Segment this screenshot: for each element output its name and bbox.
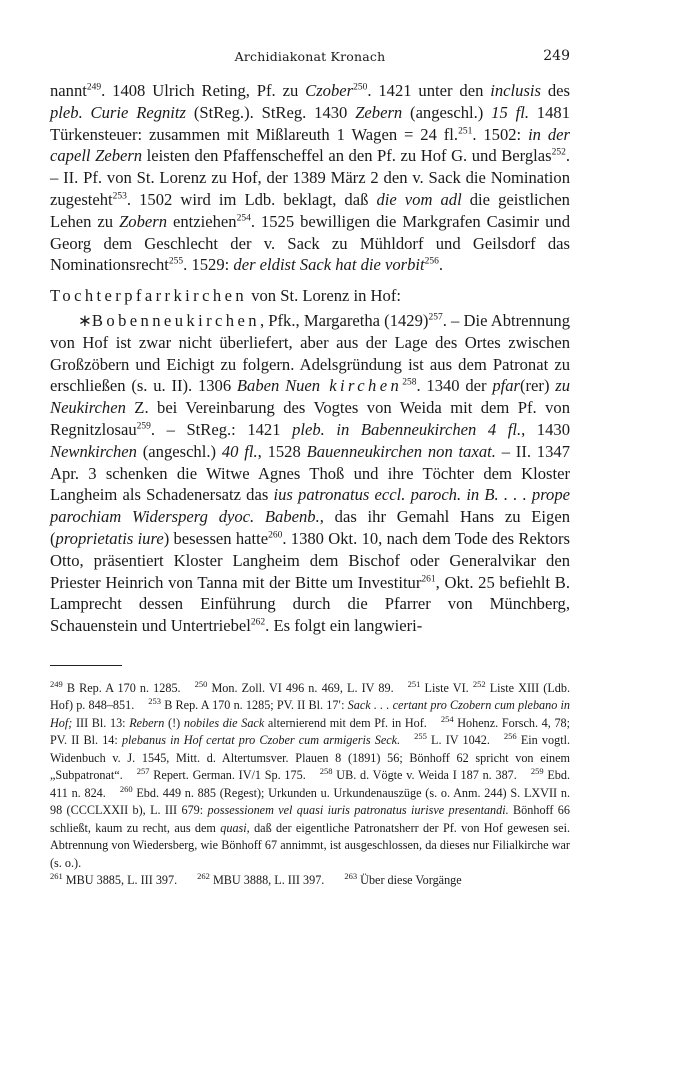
footnote-ref[interactable]: 259 — [136, 421, 151, 432]
footnote-ref[interactable]: 260 — [268, 530, 283, 541]
footnote-ref[interactable]: 253 — [112, 191, 127, 202]
main-text — [50, 80, 570, 637]
footnote-ref[interactable]: 256 — [424, 256, 439, 267]
footnotes — [50, 680, 570, 889]
paragraph-bobenneukirchen: ∗Bobenneukirchen, Pfk., Margaretha $(1429)^{257}$. – Die Abtrennung von Hof ist zwar nicht überliefert, aber aus der Lage des Ortes zwischen Großzöbern und Eichigt zu folgern. Adelsgründung ist aus dem Patronat zu erschließen (s. u. II). 1306 Baben Nuen kirchen$^{258}$. 1340 der pfar(rer) zu Neukirchen Z. bei Vereinbarung des Vogtes von Weida mit dem Pf. von Regnitzlosau$^{259}$. – StReg.: 1421 pleb. in Babenneukirchen 4 fl., 1430 Newnkirchen (angeschl.) 40 fl., 1528 Bauenneukirchen non taxat. – II. 1347 Apr. 3 schenken die Witwe Agnes Thoß und ihre Töchter dem Kloster Langheim als Schadenersatz das ius patronatus eccl. paroch. in B. . . . prope parochiam Widersperg dyoc. Babenb., das ihr Gemahl Hans zu Eigen (proprietatis iure) besessen hatte$^{260}$. 1380 Okt. 10, nach dem Tode des Rektors Otto, präsentiert Kloster Langheim dem Bischof oder Generalvikar den Priester Heinrich von Tanna mit der Bitte um Investitur$^{261}$, Okt. 25 befiehlt B. Lamprecht dessen Einführung durch die Pfarrer von Münchberg, Schauenstein und Untertriebel$^{262}$. Es folgt ein langwieri- — [50, 310, 571, 636]
place-name-spaced: Bobenneukirchen — [91, 310, 260, 330]
footnote-ref[interactable]: 249 — [86, 82, 102, 93]
footnote-ref[interactable]: 254 — [236, 213, 251, 224]
star-marker: ∗ — [78, 310, 92, 330]
page-number: 249 — [543, 48, 570, 64]
section-heading-spaced: Tochterpfarrkirchen — [50, 286, 248, 306]
running-title: Archidiakonat Kronach — [234, 49, 386, 64]
footnote-ref[interactable]: 258 — [402, 377, 417, 388]
running-head — [50, 48, 570, 66]
section-heading: Tochterpfarrkirchen von St. Lorenz in Hof: — [50, 286, 401, 306]
footnote-ref[interactable]: 262 — [250, 617, 266, 628]
footnote-ref[interactable]: 250 — [353, 82, 368, 93]
footnote-block: $^{249}$ B Rep. A 170 n. 1285. $^{250}$ Mon. Zoll. VI 496 n. 469, L. IV 89. $^{251}$ Liste VI. $^{252}$ Liste XIII (Ldb. Hof) p. 848–851. $^{253}$ B Rep. A 170 n. 1285; PV. II Bl. 17′: Sack . . . certant pro Czobern cum plebano in Hof; III Bl. 13: Rebern (!) nobiles die Sack alternierend mit dem Pf. in Hof. $^{254}$ Hohenz. Forsch. 4, 78; PV. II Bl. 14: plebanus in Hof certat pro Czober cum armigeris Seck. $^{255}$ L. IV 1042. $^{256}$ Ein vogtl. Widenbuch v. J. 1545, Mitt. d. Altertumsver. Plauen 8 (1891) 56; Bönhoff 62 spricht von einem „Subpatronat“. $^{257}$ Repert. German. IV/1 Sp. 175. $^{258}$ UB. d. Vögte v. Weida I 187 n. 387. $^{259}$ Ebd. 411 n. 824. $^{260}$ Ebd. 449 n. 885 (Regest); Urkunden u. Urkundenauszüge (s. o. Anm. 244) S. LXVII n. 98 (CCCLXXII b), L. III 679: possessionem vel quasi iuris patronatus iurisve presentandi. Bönhoff 66 schließt, kaum zu recht, aus dem quasi, daß der eigentliche Patronatsherr der Pf. von Hof gewesen sei. Abtrennung von Wiedersberg, wie Bönhoff 67 annimmt, ist ausgeschlossen, da dieses nur Filialkirche war (s. o.). — [50, 678, 571, 870]
footnote-last-line: $^{261}$ MBU 3885, L. III 397. $^{262}$ MBU 3888, L. III 397. $^{263}$ Über diese Vorgänge — [50, 870, 462, 887]
footnote-divider — [50, 665, 122, 666]
footnote-ref[interactable]: 252 — [551, 147, 566, 158]
paragraph-zobern: nannt$^{249}$. 1408 Ulrich Reting, Pf. zu Czober$^{250}$. 1421 unter den inclusis des pleb. Curie Regnitz (StReg.). StReg. 1430 Zebern (angeschl.) 15 fl. 1481 Türkensteuer: zusammen mit Mißlareuth 1 Wagen = 24 fl.$^{251}$. 1502: in der capell Zebern leisten den Pfaffenscheffel an den Pf. zu Hof G. und Berglas$^{252}$. – II. Pf. von St. Lorenz zu Hof, der 1389 März 2 den v. Sack die Nomination zugesteht$^{253}$. 1502 wird im Ldb. beklagt, daß die vom adl die geistlichen Lehen zu Zobern entziehen$^{254}$. 1525 bewilligen die Markgrafen Casimir und Georg dem Geschlecht der v. Sack zu Mühldorf und Geilsdorf das Nominationsrecht$^{255}$. 1529: der eldist Sack hat die vorbit$^{256}$. — [50, 81, 570, 275]
footnote-ref[interactable]: 257 — [428, 312, 443, 323]
footnote-ref[interactable]: 255 — [168, 256, 184, 267]
footnote-ref[interactable]: 261 — [421, 574, 436, 584]
footnote-ref[interactable]: 251 — [458, 126, 473, 137]
